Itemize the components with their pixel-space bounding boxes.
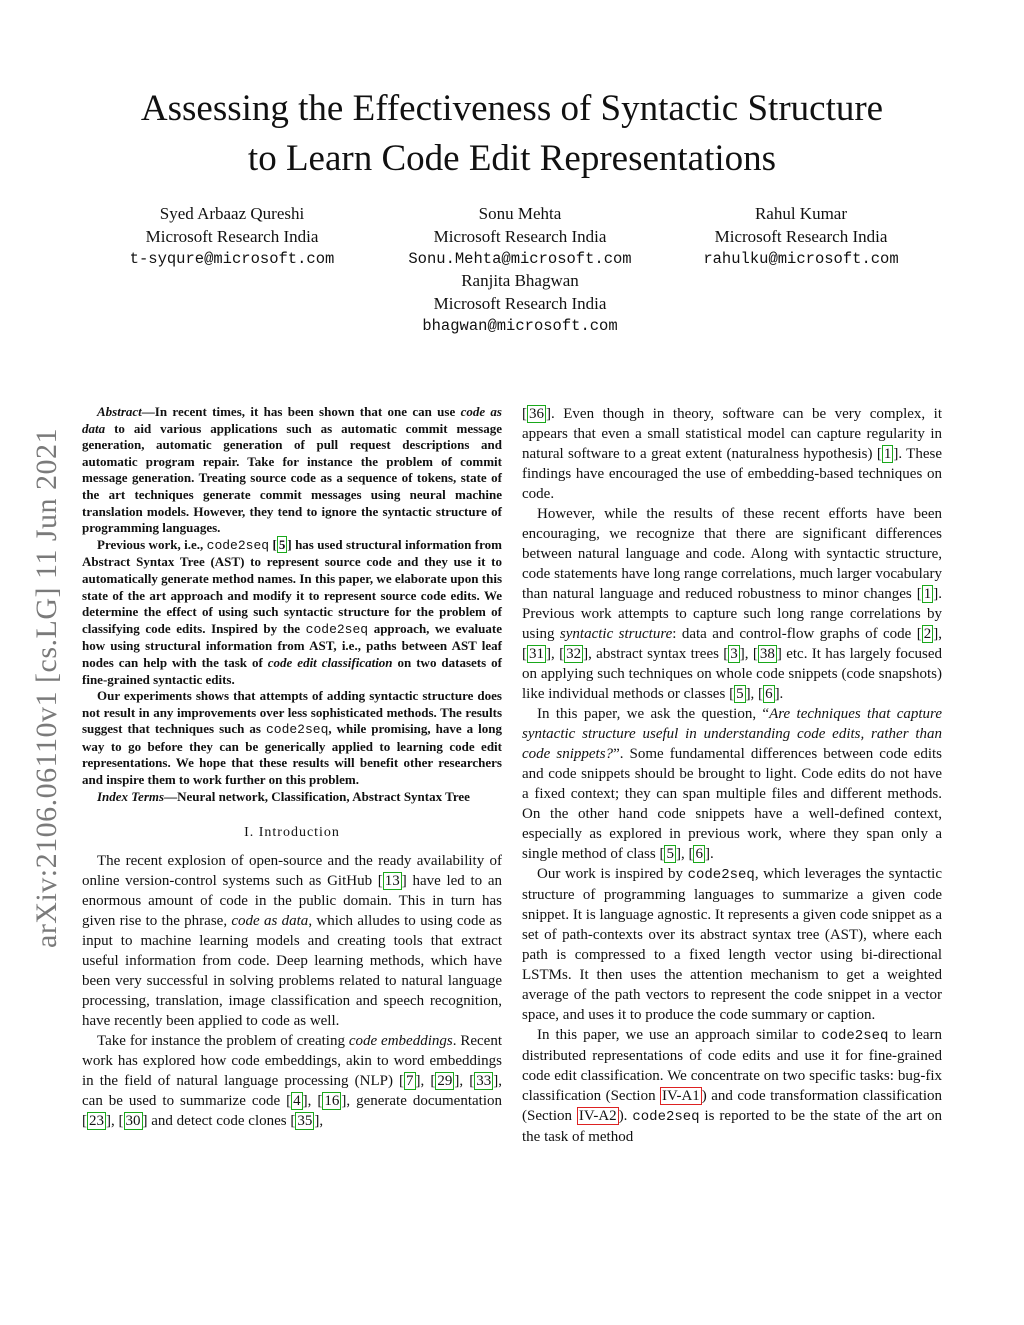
author-name: Rahul Kumar xyxy=(754,204,848,223)
body-paragraph xyxy=(522,864,942,1025)
citation-link[interactable]: 13 xyxy=(384,873,400,890)
text: . Even though in theory, software can be very complex, it appears that even a small statistical model can capture regularity in natural software to a great extent (naturalness hypothesis) xyxy=(522,406,942,462)
author-email[interactable]: t-syqure@microsoft.com xyxy=(129,250,335,268)
text: to aid various applications such as automatic commit message generation, automatic generation of pull request descriptions and automatic program repair. Take for instance the problem of commit message generation. Treating source code as a sequence of tokens, state of the art techniques generate commit messages using neural machine translation models. However, they tend to ignore the syntactic structure of programming languages. xyxy=(82,420,502,536)
text-emphasis: Are techniques that capture syntactic structure useful in understanding code edits, rather than code snippets? xyxy=(522,706,942,762)
citation-link[interactable]: 33 xyxy=(476,1073,492,1090)
text: : data and control-flow graphs of code xyxy=(672,626,917,642)
citation-link[interactable]: 35 xyxy=(297,1113,313,1130)
author-email[interactable]: Sonu.Mehta@microsoft.com xyxy=(408,250,632,268)
citation-link[interactable]: 16 xyxy=(324,1093,340,1110)
author-email[interactable]: rahulku@microsoft.com xyxy=(703,250,899,268)
citation-link[interactable]: 29 xyxy=(437,1073,453,1090)
author-3 xyxy=(651,202,951,271)
author-1 xyxy=(82,202,382,271)
index-terms xyxy=(82,789,502,806)
author-2 xyxy=(370,202,670,271)
text: , generate documentation xyxy=(346,1093,502,1110)
body-paragraph: [ 36 ]. Even though in theory, software can be very complex, it appears that even a small statistical model can capture regularity in natural software to a great extent (naturalness hypothesis) [ 1 ]. These findings have encouraged the use of embedding-based techniques on code. xyxy=(522,406,942,502)
text: has used structural information from Abstract Syntax Tree (AST) to represent source code and they use it to automatically generate method names. In this paper, we elaborate upon this state of the art approach and modify it to represent source code edits. We determine the effect of using such syntactic structure for the problem of classifying code edits. Inspired by the xyxy=(82,536,502,636)
author-name: Ranjita Bhagwan xyxy=(461,271,579,290)
citation-link[interactable]: 4 xyxy=(293,1093,301,1110)
citation-link[interactable]: 2 xyxy=(923,626,932,642)
text: on two datasets of fine-grained syntactic edits. xyxy=(82,654,502,687)
citation-link[interactable]: 5 xyxy=(736,686,744,702)
text: , which alludes to using code as input to machine learning models and creating tools that extract useful information from code. Deep learning methods, which have been very successful in solving problems related to natural language processing, translation, image classification and speech recognition, have recently been applied to code as well. xyxy=(82,913,502,1030)
citation-link[interactable]: 3 xyxy=(730,646,738,662)
text: . These findings have encouraged the use of embedding-based techniques on code. xyxy=(522,446,942,502)
body-paragraph xyxy=(522,1025,942,1147)
author-affiliation: Microsoft Research India xyxy=(433,227,607,246)
author-affiliation: Microsoft Research India xyxy=(433,294,607,313)
text-emphasis: code edit classification xyxy=(267,654,393,670)
author-name: Syed Arbaaz Qureshi xyxy=(159,204,305,223)
text: ). xyxy=(618,1108,633,1124)
text: , which leverages the syntactic structure of programming languages to summarize a given code snippet. It is language agnostic. It represents a given code snippet as a set of path-contexts over its abstract syntax tree (AST), where each path is compressed to a fixed length vector using bi-directional LSTMs. It then uses the attention mechanism to get a weighted average of the path vectors to represent the code snippet in a vector space, and uses it to produce the code summary or caption. xyxy=(522,866,942,1023)
citation-link[interactable]: 5 xyxy=(666,846,674,862)
abstract-paragraph: Previous work, i.e., code2seq [ 5 ] has used structural information from Abstract Syntax Tree (AST) to represent source code and they use it to automatically generate method names. In this paper, we elaborate upon this state of the art approach and modify it to represent source code edits. We determine the effect of using such syntactic structure for the problem of classifying code edits. Inspired by the code2seq approach, we evaluate how using structural information from AST, i.e., paths between AST leaf nodes can help with the task of code edit classification on two datasets of fine-grained syntactic edits. xyxy=(82,536,502,687)
left-column xyxy=(82,404,502,1131)
code-term: code2seq xyxy=(265,722,329,738)
text: Take for instance the problem of creating xyxy=(97,1033,349,1050)
text: approach, we evaluate how using structural information from AST, i.e., paths between AST leaf nodes can help with the task of xyxy=(82,620,502,670)
text: , while promising, have a long way to go before they can be generically applied to learning code edit representations. We hope that these results will benefit other researchers and inspire them to work further on this problem. xyxy=(82,721,502,788)
section-heading: I. Introduction xyxy=(244,825,340,841)
citation-link[interactable]: 32 xyxy=(566,646,582,662)
text: Our experiments shows that attempts of adding syntactic structure does not result in any improvements over less sophisticated methods. The results suggest that techniques such as xyxy=(82,688,502,737)
text-emphasis: syntactic structure xyxy=(559,626,673,642)
text: , abstract syntax trees xyxy=(588,646,724,662)
text: ”. Some fundamental differences between code edits and code snippets should be brought to light. Code edits do not have a fixed context; they can span multiple files and different methods. On the other hand code snippets have a well-defined context, especially as explored in previous work, where they span only a single method of class xyxy=(522,746,943,862)
text: Previous work, i.e., xyxy=(97,536,207,552)
abstract-label: Abstract xyxy=(97,404,142,419)
text: . Recent work has explored how code embeddings, akin to word embeddings in the field of natural language processing (NLP) xyxy=(82,1033,502,1090)
citation-link[interactable]: 23 xyxy=(89,1113,104,1130)
text-emphasis: code as data xyxy=(231,913,309,930)
code-term: code2seq xyxy=(206,537,270,553)
citation-link[interactable]: 5 xyxy=(278,536,286,552)
body-paragraph: The recent explosion of open-source and the ready availability of online version-control systems such as GitHub [ 13 ] have led to an enormous amount of code in the public domain. This in turn has given rise to the phrase, code as data, which alludes to using code as input to machine learning models and creating tools that extract useful information from code. Deep learning methods, which have been very successful in solving problems related to natural language processing, translation, image classification and speech recognition, have recently been applied to code as well. xyxy=(82,853,502,1030)
text: and detect code clones xyxy=(147,1113,291,1130)
arxiv-identifier: arXiv:2106.06110v1 [cs.LG] 11 Jun 2021 xyxy=(30,427,63,948)
code-term: code2seq xyxy=(632,1109,700,1125)
text: —In recent times, it has been shown that one can use xyxy=(141,404,461,419)
abstract xyxy=(82,404,502,805)
text: have led to an enormous amount of code in the public domain. This in turn has given rise to the phrase, xyxy=(82,873,502,930)
title-line-1: Assessing the Effectiveness of Syntactic Structure xyxy=(140,88,884,129)
text: ) and code transformation classification (Section xyxy=(522,1088,942,1124)
body-paragraph: However, while the results of these recent efforts have been encouraging, we recognize that there are significant differences between natural language and code. Along with syntactic structure, code statements have long range correlations, much larger vocabulary than natural language and reduced robustness to minor changes [ 1 ]. Previous work attempts to capture such long range correlations by using syntactic structure: data and control-flow graphs of code [ 2 ], [ 31 ], [ 32 ], abstract syntax trees [ 3 ], [ 38 ] etc. It has largely focused on applying such techniques on whole code snippets (code snapshots) like individual methods or classes [ 5 ], [ 6 ]. xyxy=(522,506,942,702)
citation-link[interactable]: 6 xyxy=(765,686,773,702)
code-term: code2seq xyxy=(821,1028,889,1044)
text: However, while the results of these recent efforts have been encouraging, we recognize that there are significant differences between natural language and code. Along with syntactic structure, code statements have long range correlations, much larger vocabulary than natural language and reduced robustness to minor changes xyxy=(522,506,942,602)
text: The recent explosion of open-source and the ready availability of online version-control systems such as GitHub xyxy=(82,853,502,890)
paper-title xyxy=(60,84,964,184)
text-emphasis: code embeddings xyxy=(348,1033,453,1050)
title-line-2: to Learn Code Edit Representations xyxy=(247,138,777,179)
section-link[interactable]: IV-A2 xyxy=(578,1108,617,1124)
text: , can be used to summarize code xyxy=(82,1073,502,1110)
citation-link[interactable]: 1 xyxy=(923,586,932,602)
text: In this paper, we use an approach similar to xyxy=(537,1027,822,1043)
author-name: Sonu Mehta xyxy=(478,204,562,223)
code-term: code2seq xyxy=(305,621,369,637)
index-terms-label: Index Terms xyxy=(97,788,165,804)
author-email[interactable]: bhagwan@microsoft.com xyxy=(422,317,618,335)
abstract-paragraph xyxy=(82,688,502,789)
citation-link[interactable]: 31 xyxy=(529,646,544,662)
abstract-paragraph xyxy=(82,404,502,537)
text: Our work is inspired by xyxy=(537,866,688,882)
author-affiliation: Microsoft Research India xyxy=(145,227,319,246)
citation-link[interactable]: 30 xyxy=(125,1113,141,1130)
text: —Neural network, Classification, Abstract Syntax Tree xyxy=(164,788,470,804)
text: In this paper, we ask the question, “ xyxy=(537,706,770,722)
text: to learn distributed representations of code edits and use it for fine-grained code edit classification. We concentrate on two specific tasks: bug-fix classification (Section xyxy=(522,1027,942,1104)
body-paragraph: Take for instance the problem of creating code embeddings. Recent work has explored how code embeddings, akin to word embeddings in the field of natural language processing (NLP) [ 7 ], [ 29 ], [ 33 ], can be used to summarize code [ 4 ], [ 16 ], generate documentation [ 23 ], [ 30 ] and detect code clones [ 35 ], xyxy=(82,1033,502,1130)
text: . Previous work attempts to capture such long range correlations by using xyxy=(522,586,942,642)
citation-link[interactable]: 7 xyxy=(406,1073,414,1090)
citation-link[interactable]: 38 xyxy=(759,646,775,662)
author-4 xyxy=(370,269,670,338)
text: etc. It has largely focused on applying such techniques on whole code snippets (code snapshots) like individual methods or classes xyxy=(522,646,942,702)
text: is reported to be the state of the art on the task of method xyxy=(522,1108,942,1145)
text-emphasis: code as data xyxy=(82,404,502,436)
code-term: code2seq xyxy=(687,867,755,883)
citation-link[interactable]: 6 xyxy=(695,846,703,862)
section-link[interactable]: IV-A1 xyxy=(662,1088,700,1104)
citation-link[interactable]: 1 xyxy=(883,446,892,462)
author-affiliation: Microsoft Research India xyxy=(714,227,888,246)
right-column xyxy=(522,404,942,1147)
citation-link[interactable]: 36 xyxy=(529,406,544,422)
body-paragraph: In this paper, we ask the question, “Are techniques that capture syntactic structure useful in understanding code edits, rather than code snippets?”. Some fundamental differences between code edits and code snippets should be brought to light. Code edits do not have a fixed context; they can span multiple files and different methods. On the other hand code snippets have a well-defined context, especially as explored in previous work, where they span only a single method of class [ 5 ], [ 6 ]. xyxy=(522,706,943,862)
